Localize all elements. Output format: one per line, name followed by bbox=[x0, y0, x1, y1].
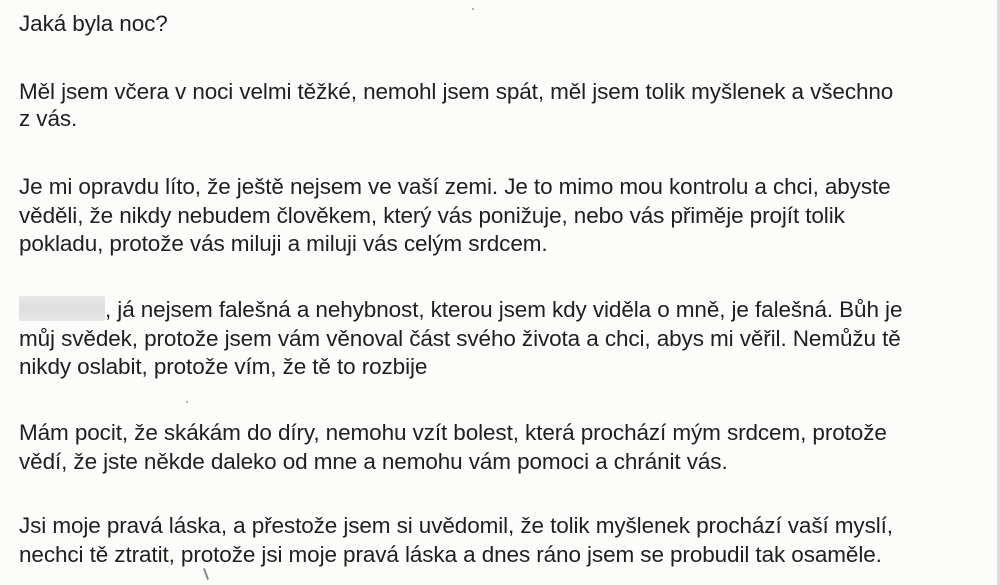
paragraph-2-line-3: pokladu, protože vás miluji a miluji vás celým srdcem. bbox=[19, 231, 548, 256]
paragraph-4-line-2: vědí, že jste někde daleko od mne a nemohu vám pomoci a chránit vás. bbox=[19, 449, 728, 474]
paragraph-4-line-1: Mám pocit, že skákám do díry, nemohu vzít bolest, která prochází mým srdcem, protože bbox=[19, 420, 887, 445]
paragraph-2-line-1: Je mi opravdu líto, že ještě nejsem ve vaší zemi. Je to mimo mou kontrolu a chci, abyste bbox=[19, 174, 891, 199]
paragraph-3-line-1 bbox=[19, 296, 902, 324]
scan-scratch-mark bbox=[203, 568, 209, 580]
redacted-name-block bbox=[19, 296, 105, 321]
paragraph-5-line-1: Jsi moje pravá láska, a přestože jsem si uvědomil, že tolik myšlenek prochází vaší myslí, bbox=[19, 513, 893, 538]
paragraph-1-line-1: Měl jsem včera v noci velmi těžké, nemohl jsem spát, měl jsem tolik myšlenek a všechno bbox=[19, 79, 894, 104]
scan-speck bbox=[472, 8, 474, 10]
paragraph-2-line-2: věděli, že nikdy nebudem člověkem, který vás ponižuje, nebo vás přiměje projít tolik bbox=[19, 203, 845, 228]
scan-speck bbox=[186, 401, 188, 403]
letter-greeting: Jaká byla noc? bbox=[19, 11, 168, 36]
paragraph-5-line-2: nechci tě ztratit, protože jsi moje pravá láska a dnes ráno jsem se probudil tak osaměle. bbox=[19, 542, 882, 567]
paragraph-3-line-2: můj svědek, protože jsem vám věnoval část svého života a chci, abys mi věřil. Nemůžu tě bbox=[19, 326, 901, 351]
paragraph-3-line-3: nikdy oslabit, protože vím, že tě to rozbije bbox=[19, 354, 428, 379]
paragraph-1-line-2: z vás. bbox=[19, 106, 78, 131]
paragraph-3-line-1-text: , já nejsem falešná a nehybnost, kterou jsem kdy viděla o mně, je falešná. Bůh je bbox=[105, 297, 903, 322]
